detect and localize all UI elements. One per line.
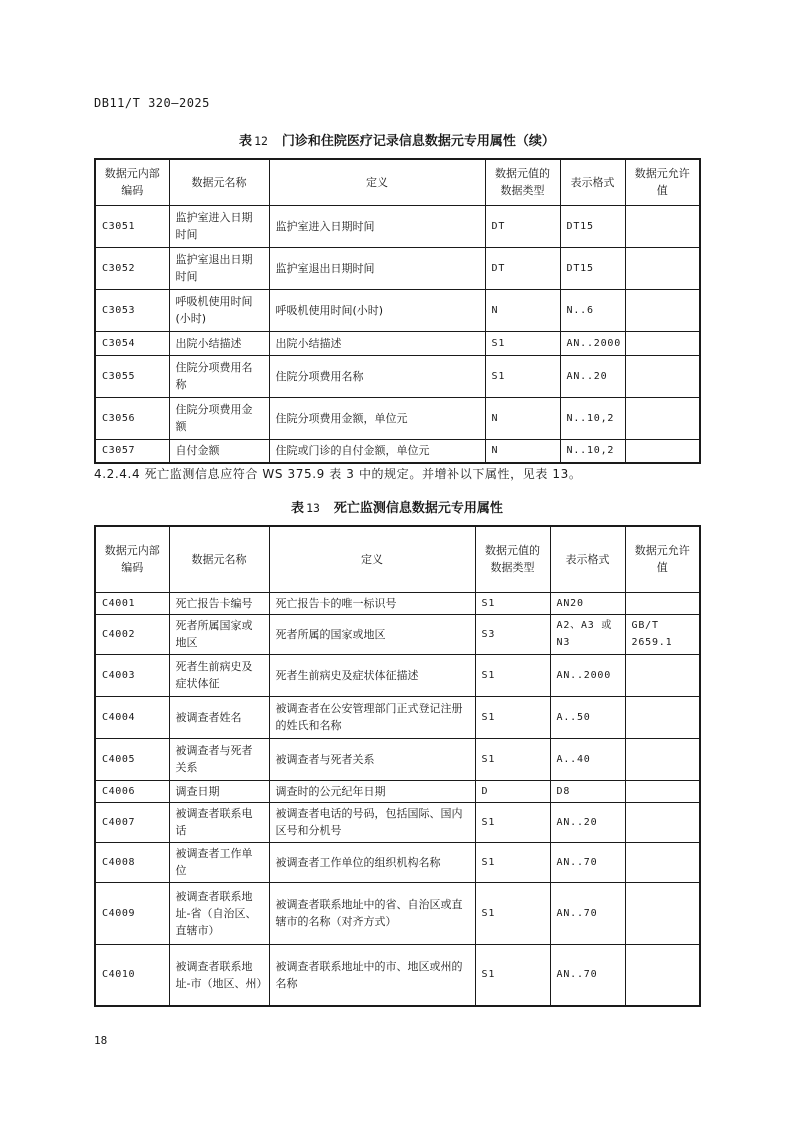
table12-cell: AN..20 <box>560 355 625 397</box>
table12-row <box>95 439 700 463</box>
table12-header-cell: 数据元允许值 <box>625 159 700 205</box>
table13-cell: 死亡报告卡的唯一标识号 <box>269 592 475 614</box>
table13-cell: AN..70 <box>550 944 625 1006</box>
table12-caption-title: 门诊和住院医疗记录信息数据元专用属性（续） <box>281 134 555 149</box>
table12-header-cell: 数据元内部编码 <box>95 159 169 205</box>
table13-cell: S1 <box>475 944 550 1006</box>
table12-cell: 住院分项费用名称 <box>169 355 269 397</box>
table12-cell: 呼吸机使用时间(小时) <box>269 289 485 331</box>
table13-cell <box>625 696 700 738</box>
table12-cell: DT15 <box>560 205 625 247</box>
table13-row <box>95 802 700 842</box>
table13-cell: 被调查者在公安管理部门正式登记注册的姓氏和名称 <box>269 696 475 738</box>
table13-cell: C4008 <box>95 842 169 882</box>
table13-cell: 被调查者与死者关系 <box>269 738 475 780</box>
table13-cell: 被调查者与死者关系 <box>169 738 269 780</box>
standard-code: DB11/T 320—2025 <box>94 96 210 110</box>
table13-cell: S1 <box>475 738 550 780</box>
table12-cell: N..10,2 <box>560 439 625 463</box>
table13-row <box>95 696 700 738</box>
table12-cell: DT <box>485 247 560 289</box>
table13-cell: AN..2000 <box>550 654 625 696</box>
table12-cell: C3053 <box>95 289 169 331</box>
table13-cell: 被调查者联系地址中的市、地区或州的名称 <box>269 944 475 1006</box>
table13-row <box>95 842 700 882</box>
table12-cell: 住院或门诊的自付金额，单位元 <box>269 439 485 463</box>
table12-cell: N <box>485 289 560 331</box>
table12-cell: C3056 <box>95 397 169 439</box>
table12-caption <box>94 130 700 149</box>
table12-cell: 监护室退出日期时间 <box>269 247 485 289</box>
table12-caption-prefix: 表 <box>239 134 253 149</box>
table13-row <box>95 614 700 654</box>
table13-cell: S1 <box>475 654 550 696</box>
table13-header-cell: 数据元值的数据类型 <box>475 526 550 592</box>
table13-row <box>95 944 700 1006</box>
table12-header-row <box>95 159 700 205</box>
table12-cell: 监护室进入日期时间 <box>169 205 269 247</box>
table12-cell: S1 <box>485 355 560 397</box>
table13-cell: GB/T 2659.1 <box>625 614 700 654</box>
table13-cell: 被调查者电话的号码，包括国际、国内区号和分机号 <box>269 802 475 842</box>
table12-cell: 出院小结描述 <box>169 331 269 355</box>
table12-cell <box>625 439 700 463</box>
table12-cell: 出院小结描述 <box>269 331 485 355</box>
table13-cell: 调查时的公元纪年日期 <box>269 780 475 802</box>
table12-header-cell: 表示格式 <box>560 159 625 205</box>
table12-cell: 住院分项费用金额，单位元 <box>269 397 485 439</box>
table13-cell <box>625 654 700 696</box>
table13-cell: S1 <box>475 696 550 738</box>
table13-cell: 被调查者工作单位的组织机构名称 <box>269 842 475 882</box>
table12-header-cell: 定义 <box>269 159 485 205</box>
table13-caption-prefix: 表 <box>291 501 305 516</box>
table12-cell: S1 <box>485 331 560 355</box>
table12-cell: DT15 <box>560 247 625 289</box>
table13-cell: 死者生前病史及症状体征描述 <box>269 654 475 696</box>
table13-cell: AN..70 <box>550 842 625 882</box>
table12-cell: 监护室退出日期时间 <box>169 247 269 289</box>
table12-row <box>95 247 700 289</box>
table13-row <box>95 592 700 614</box>
table13-cell: A2、A3 或 N3 <box>550 614 625 654</box>
table13-row <box>95 882 700 944</box>
table12-cell: N..10,2 <box>560 397 625 439</box>
table12-row <box>95 205 700 247</box>
table13-cell: 死者所属的国家或地区 <box>269 614 475 654</box>
table13-cell: 调查日期 <box>169 780 269 802</box>
table13-caption-number: 13 <box>306 501 320 515</box>
table13-cell: 被调查者联系地址中的省、自治区或直辖市的名称（对齐方式） <box>269 882 475 944</box>
table12-row <box>95 289 700 331</box>
table13-cell: AN..70 <box>550 882 625 944</box>
table13-cell: S1 <box>475 592 550 614</box>
table12-cell <box>625 289 700 331</box>
table13-cell: AN20 <box>550 592 625 614</box>
table13-header-cell: 数据元内部编码 <box>95 526 169 592</box>
table12-cell: 呼吸机使用时间(小时) <box>169 289 269 331</box>
table13-row <box>95 738 700 780</box>
table13-cell: 死者生前病史及症状体征 <box>169 654 269 696</box>
table13-cell: A..50 <box>550 696 625 738</box>
table13-cell: S1 <box>475 842 550 882</box>
table13-cell <box>625 780 700 802</box>
table12-cell: 监护室进入日期时间 <box>269 205 485 247</box>
table13-header-cell: 数据元允许值 <box>625 526 700 592</box>
table12-cell: N <box>485 439 560 463</box>
clause-4-2-4-4: 4.2.4.4 死亡监测信息应符合 WS 375.9 表 3 中的规定。并增补以下属性，见表 13。 <box>94 467 582 481</box>
table13-caption-title: 死亡监测信息数据元专用属性 <box>333 501 503 516</box>
table13-cell: C4001 <box>95 592 169 614</box>
table12-cell: N..6 <box>560 289 625 331</box>
table13-cell: C4010 <box>95 944 169 1006</box>
table13-header-cell: 数据元名称 <box>169 526 269 592</box>
table13-cell: D8 <box>550 780 625 802</box>
table12-cell: 住院分项费用金额 <box>169 397 269 439</box>
table12-cell: 住院分项费用名称 <box>269 355 485 397</box>
table12-cell <box>625 205 700 247</box>
table13-cell <box>625 802 700 842</box>
table12 <box>94 158 701 464</box>
table13-cell: 死者所属国家或地区 <box>169 614 269 654</box>
table13-row <box>95 780 700 802</box>
table12-cell: N <box>485 397 560 439</box>
table13-cell: 被调查者联系地址-省（自治区、直辖市） <box>169 882 269 944</box>
table13-cell: 被调查者工作单位 <box>169 842 269 882</box>
table13-cell: C4004 <box>95 696 169 738</box>
table13-cell: C4007 <box>95 802 169 842</box>
table13-cell: C4002 <box>95 614 169 654</box>
table13-cell: C4005 <box>95 738 169 780</box>
table13-cell: 死亡报告卡编号 <box>169 592 269 614</box>
table12-cell: 自付金额 <box>169 439 269 463</box>
table13-cell: S3 <box>475 614 550 654</box>
table13-header-row <box>95 526 700 592</box>
table12-cell <box>625 247 700 289</box>
table12-cell <box>625 355 700 397</box>
table12-caption-number: 12 <box>254 134 268 148</box>
table13-header-cell: 表示格式 <box>550 526 625 592</box>
table12-row <box>95 355 700 397</box>
table13-cell <box>625 882 700 944</box>
table13-cell: 被调查者姓名 <box>169 696 269 738</box>
table12-row <box>95 331 700 355</box>
table12-cell: DT <box>485 205 560 247</box>
table12-row <box>95 397 700 439</box>
table13-cell <box>625 592 700 614</box>
table13-cell: C4003 <box>95 654 169 696</box>
table13-row <box>95 654 700 696</box>
table13 <box>94 525 701 1007</box>
page-number: 18 <box>94 1034 108 1047</box>
table12-cell: C3057 <box>95 439 169 463</box>
table13-cell: S1 <box>475 882 550 944</box>
table12-cell: C3054 <box>95 331 169 355</box>
table13-cell: C4006 <box>95 780 169 802</box>
table12-header-cell: 数据元名称 <box>169 159 269 205</box>
table13-header-cell: 定义 <box>269 526 475 592</box>
table12-cell: C3052 <box>95 247 169 289</box>
table13-cell <box>625 842 700 882</box>
table12-cell: C3055 <box>95 355 169 397</box>
table13-cell: A..40 <box>550 738 625 780</box>
table13-cell: D <box>475 780 550 802</box>
table12-header-cell: 数据元值的数据类型 <box>485 159 560 205</box>
table13-cell: AN..20 <box>550 802 625 842</box>
table13-caption <box>94 497 700 516</box>
table13-cell: 被调查者联系电话 <box>169 802 269 842</box>
table12-cell <box>625 397 700 439</box>
table13-cell <box>625 738 700 780</box>
table13-cell: 被调查者联系地址-市（地区、州） <box>169 944 269 1006</box>
table13-cell: C4009 <box>95 882 169 944</box>
table12-cell: AN..2000 <box>560 331 625 355</box>
table12-cell <box>625 331 700 355</box>
table13-cell <box>625 944 700 1006</box>
table13-cell: S1 <box>475 802 550 842</box>
table12-cell: C3051 <box>95 205 169 247</box>
